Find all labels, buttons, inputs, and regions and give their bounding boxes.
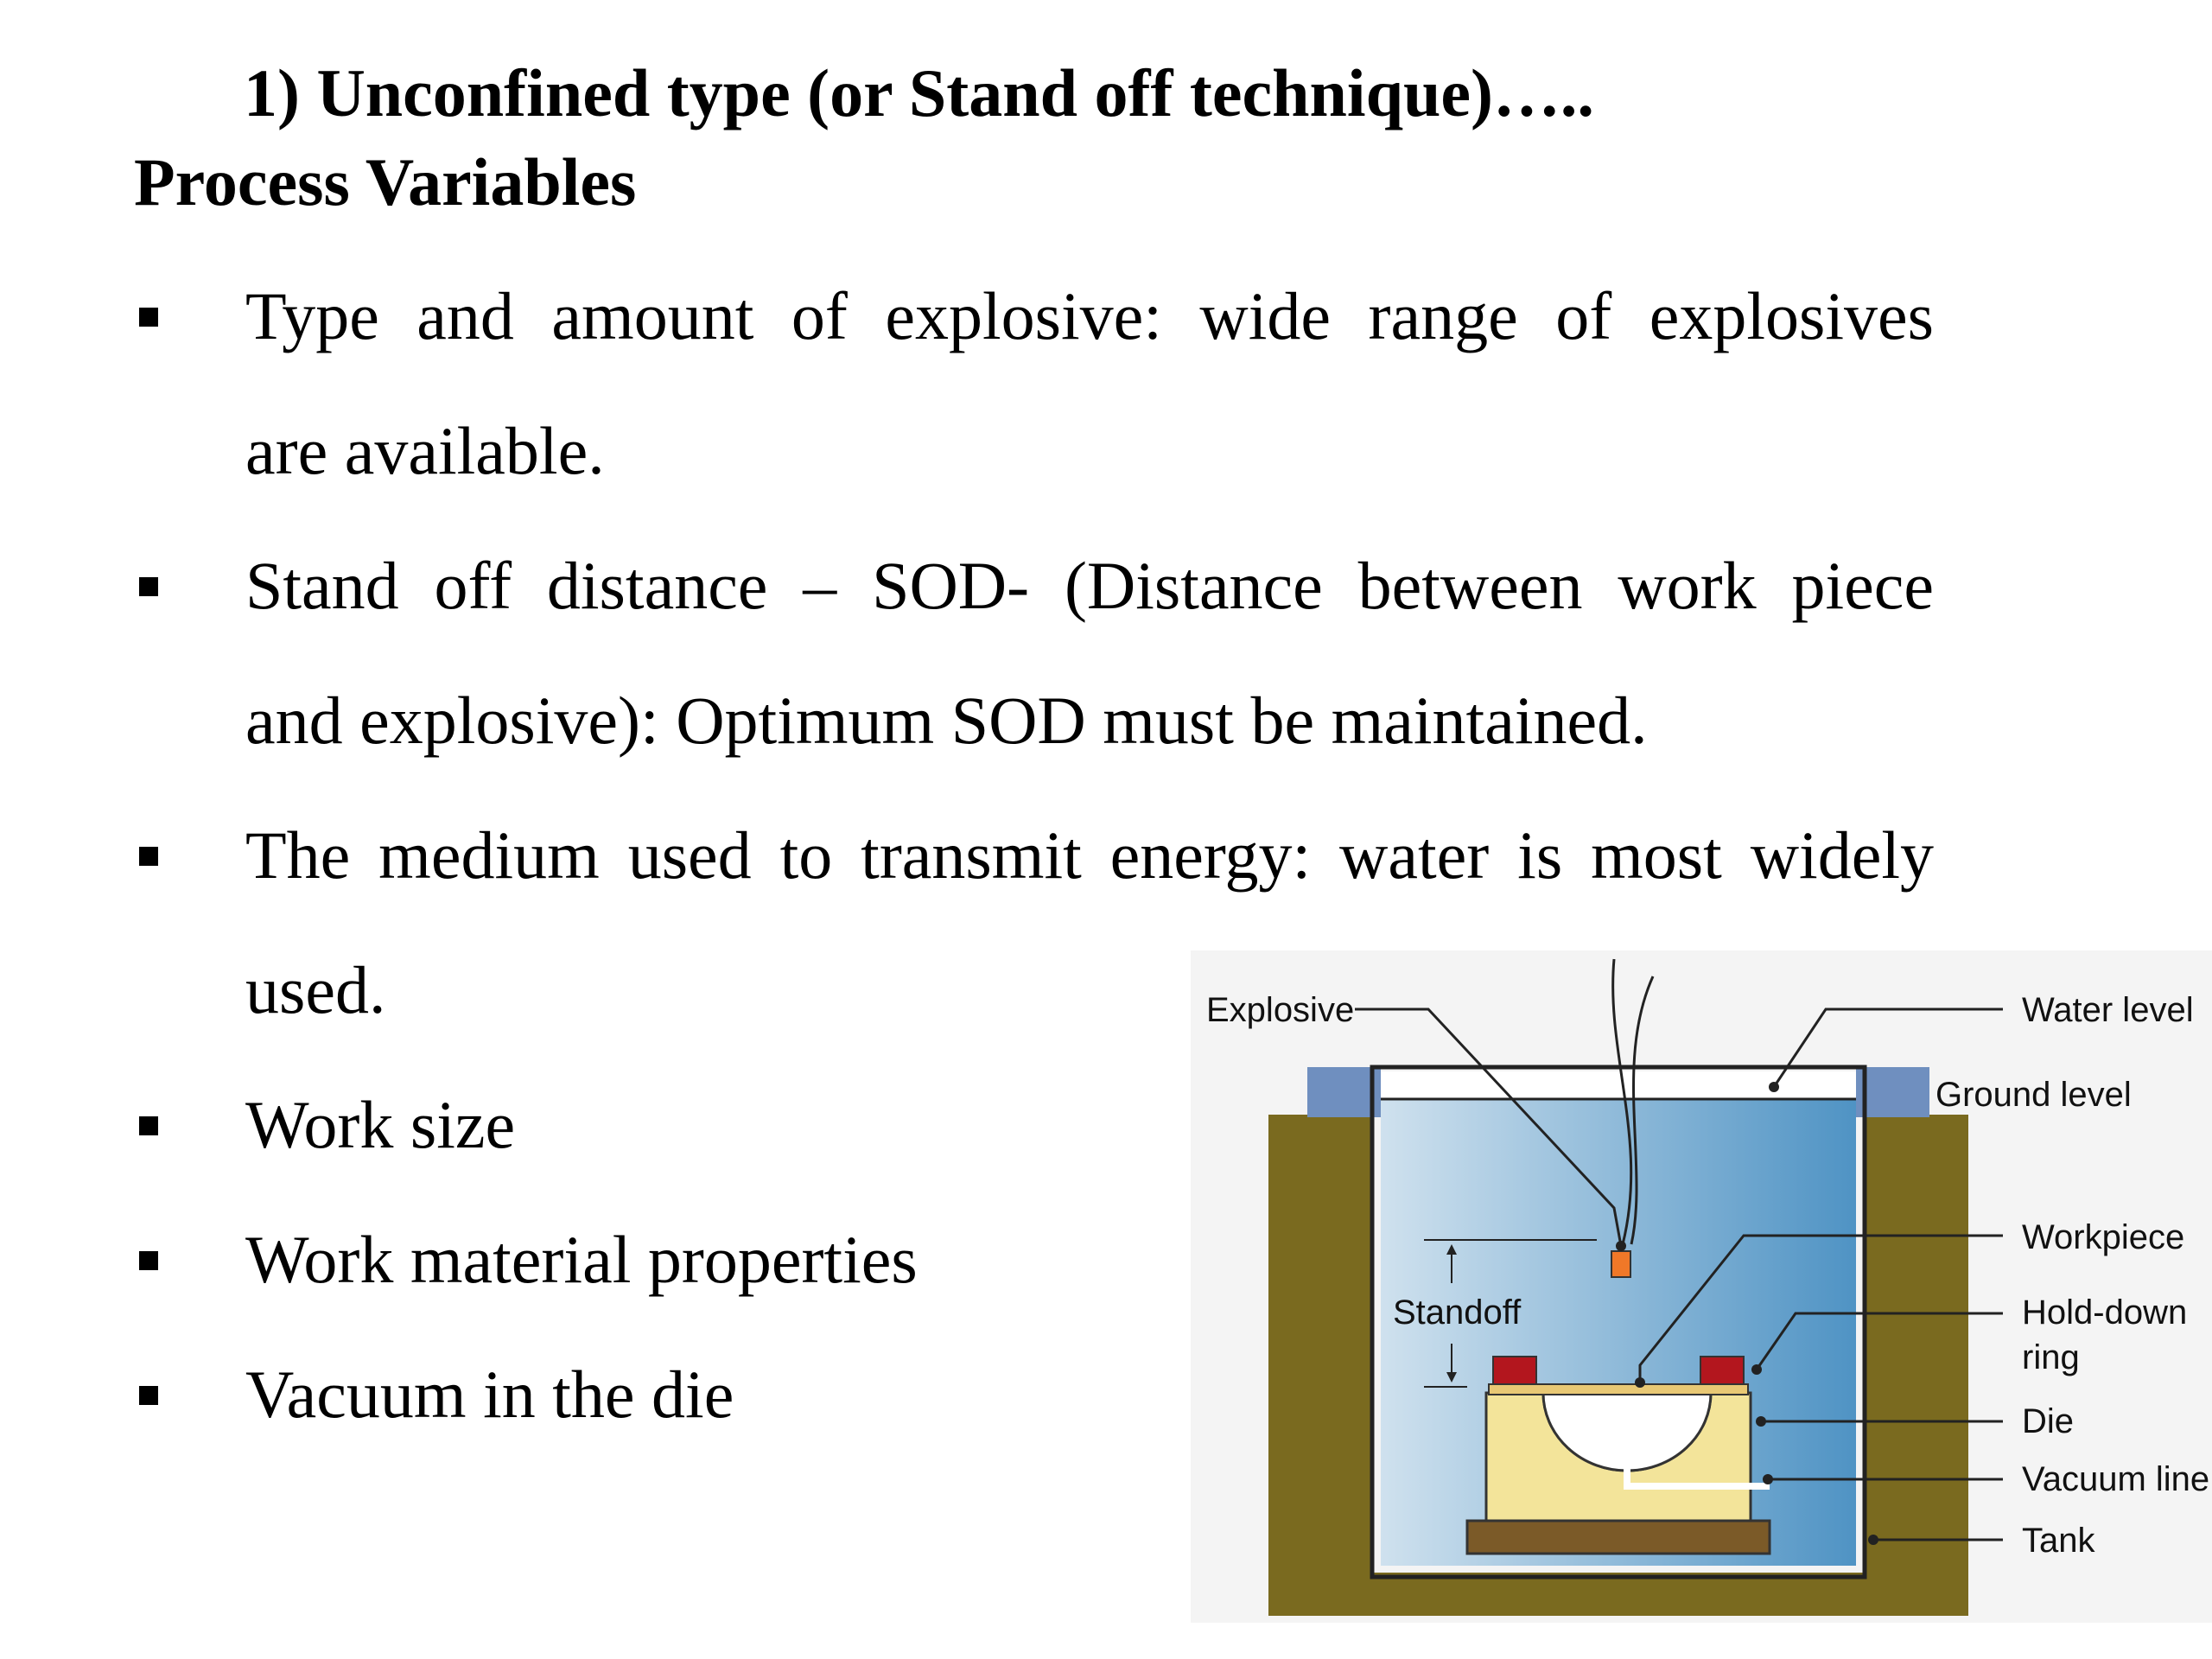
water-level-label: Water level xyxy=(2022,991,2194,1029)
bullet-text: Work size xyxy=(245,1087,516,1162)
bullet-text: Vacuum in the die xyxy=(245,1357,734,1432)
leader-dot xyxy=(1751,1364,1762,1375)
bullet-marker xyxy=(139,1116,158,1135)
bullet-marker xyxy=(139,1386,158,1405)
bullet-text-continued: used. xyxy=(245,952,386,1027)
workpiece xyxy=(1489,1384,1748,1395)
hold-down-ring-left xyxy=(1493,1357,1536,1384)
standoff-label: Standoff xyxy=(1393,1294,1522,1332)
bullet-text: Work material properties xyxy=(245,1222,918,1297)
bullet-text: Stand off distance – SOD- (Distance between work piece xyxy=(245,548,1934,623)
hold-down-ring-label: Hold-down xyxy=(2022,1294,2188,1332)
vacuum-line-label: Vacuum line xyxy=(2022,1460,2210,1498)
leader-dot xyxy=(1635,1377,1645,1388)
bullet-text: The medium used to transmit energy: water is most widely xyxy=(245,817,1934,893)
bullet-marker xyxy=(139,847,158,866)
leader-dot xyxy=(1868,1535,1878,1545)
bullet-marker xyxy=(139,1251,158,1270)
slide-heading: 1) Unconfined type (or Stand off technique)….. xyxy=(244,55,1594,130)
workpiece-label: Workpiece xyxy=(2022,1218,2185,1256)
hold-down-ring-right xyxy=(1700,1357,1744,1384)
section-title: Process Variables xyxy=(134,144,637,219)
hold-down-ring-label-continued: ring xyxy=(2022,1338,2080,1376)
leader-dot xyxy=(1616,1241,1626,1251)
air-gap xyxy=(1381,1071,1856,1097)
bullet-text-continued: are available. xyxy=(245,413,605,488)
explosive-forming-diagram xyxy=(1191,950,2212,1623)
leader-dot xyxy=(1763,1474,1773,1484)
tank-label: Tank xyxy=(2022,1522,2095,1560)
die-base xyxy=(1467,1521,1770,1554)
ground-cap-right xyxy=(1856,1067,1929,1117)
leader-dot xyxy=(1769,1082,1779,1092)
bullet-marker xyxy=(139,308,158,327)
die-label: Die xyxy=(2022,1402,2075,1440)
ground-cap-left xyxy=(1307,1067,1381,1117)
leader-dot xyxy=(1756,1416,1766,1427)
ground-level-label: Ground level xyxy=(1936,1076,2132,1114)
explosive-charge xyxy=(1611,1251,1630,1277)
bullet-text-continued: and explosive): Optimum SOD must be maintained. xyxy=(245,683,1648,758)
explosive-label: Explosive xyxy=(1206,991,1355,1029)
bullet-marker xyxy=(139,577,158,596)
diagram-canvas xyxy=(1191,950,2212,1623)
bullet-text: Type and amount of explosive: wide range of explosives xyxy=(245,278,1934,353)
